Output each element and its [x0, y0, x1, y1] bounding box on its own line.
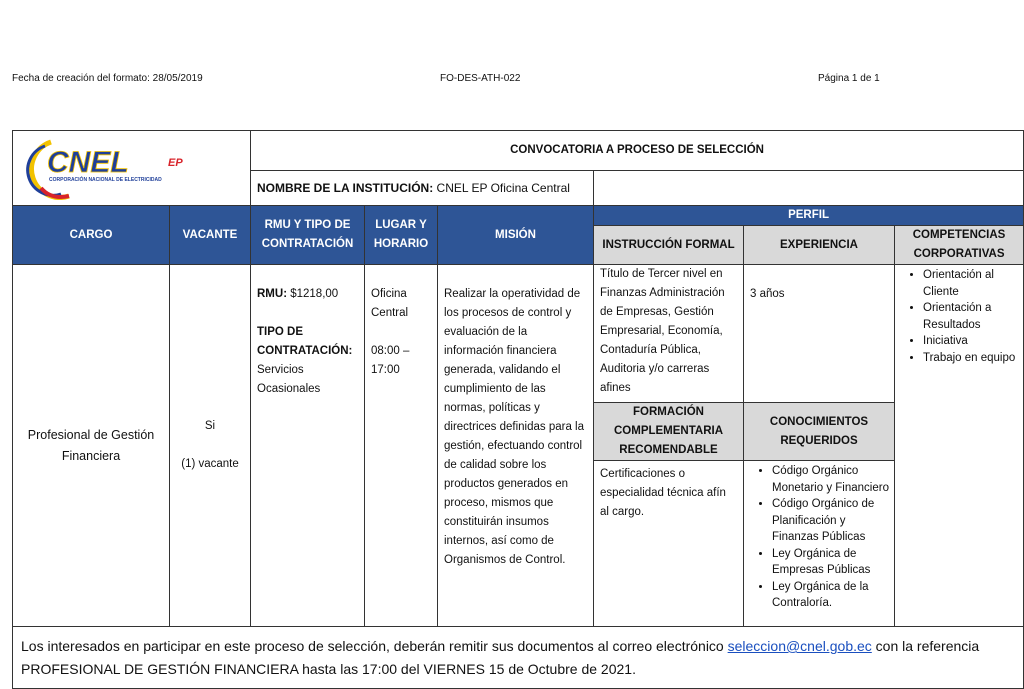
col-mision: MISIÓN — [438, 206, 594, 265]
col-cargo: CARGO — [13, 206, 170, 265]
vacante-cell — [170, 265, 251, 627]
col-experiencia: EXPERIENCIA — [744, 226, 895, 265]
logo-suffix: EP — [168, 157, 183, 169]
instruccion-value: Título de Tercer nivel en Finanzas Administración de Empresas, Gestión Empresarial, Economía, Contaduría Pública, Auditoria y/o carreras afines — [594, 265, 744, 403]
col-lugar: LUGAR Y HORARIO — [365, 206, 438, 265]
conocimientos-cell — [744, 461, 895, 627]
cnel-logo — [21, 136, 211, 200]
page-number: Página 1 de 1 — [818, 73, 880, 84]
col-competencias: COMPETENCIAS CORPORATIVAS — [895, 226, 1024, 265]
list-item: • Ley Orgánica de Empresas Públicas — [772, 546, 894, 579]
lugar-cell — [365, 265, 438, 627]
mision-value: Realizar la operatividad de los procesos de control y evaluación de la información financiera generada, validando el cumplimiento de las normas, políticas y directrices definidas para la gestión, efectuando control de calidad sobre los productos generados en proceso, mismos que constituirán insumos internos, así como de Organismos de Control. — [438, 265, 594, 627]
conocimientos-list — [744, 463, 894, 612]
logo-text: CNEL — [47, 146, 129, 179]
col-rmu: RMU Y TIPO DE CONTRATACIÓN — [251, 206, 365, 265]
cargo-value: Profesional de Gestión Financiera — [13, 265, 170, 627]
page-title: CONVOCATORIA A PROCESO DE SELECCIÓN — [251, 131, 1024, 171]
logo-subtitle: CORPORACIÓN NACIONAL DE ELECTRICIDAD — [49, 177, 162, 183]
horario-value: 08:00 – 17:00 — [371, 345, 410, 376]
list-item: • Ley Orgánica de la Contraloría. — [772, 579, 894, 612]
vacante-count: (1) vacante — [181, 458, 239, 470]
tipo-value: Servicios Ocasionales — [257, 364, 321, 395]
format-date: Fecha de creación del formato: 28/05/2019 — [12, 73, 203, 84]
footer-note — [13, 627, 1024, 689]
formacion-value: Certificaciones o especialidad técnica afín al cargo. — [594, 461, 744, 627]
institution-cell — [251, 171, 594, 206]
col-vacante: VACANTE — [170, 206, 251, 265]
logo-cell — [13, 131, 251, 206]
col-formacion: FORMACIÓN COMPLEMENTARIA RECOMENDABLE — [594, 403, 744, 461]
selection-table — [12, 130, 1024, 689]
rmu-value: $1218,00 — [287, 288, 339, 300]
list-item: • Código Orgánico de Planificación y Finanzas Públicas — [772, 496, 894, 546]
competencias-list — [895, 267, 1023, 366]
vacante-si: Si — [204, 420, 216, 432]
empty-cell — [594, 171, 1024, 206]
rmu-label: RMU: — [257, 288, 288, 300]
lugar-value: Oficina Central — [371, 288, 409, 319]
institution-label: NOMBRE DE LA INSTITUCIÓN: — [257, 180, 434, 195]
email-link[interactable]: seleccion@cnel.gob.ec — [727, 638, 872, 654]
list-item: • Orientación al Cliente — [923, 267, 1023, 300]
experiencia-value: 3 años — [744, 265, 895, 403]
footer-text-2: con la referencia PROFESIONAL DE GESTIÓN FINANCIERA hasta las 17:00 del VIERNES 15 de Octubre de 2021. — [21, 638, 980, 677]
tipo-label: TIPO DE CONTRATACIÓN: — [257, 326, 353, 357]
institution-value: CNEL EP Oficina Central — [433, 180, 570, 195]
rmu-cell — [251, 265, 365, 627]
list-item: • Trabajo en equipo — [923, 350, 1023, 367]
col-instruccion: INSTRUCCIÓN FORMAL — [594, 226, 744, 265]
list-item: • Código Orgánico Monetario y Financiero — [772, 463, 894, 496]
list-item: • Orientación a Resultados — [923, 300, 1023, 333]
col-perfil: PERFIL — [594, 206, 1024, 226]
col-conocimientos: CONOCIMIENTOS REQUERIDOS — [744, 403, 895, 461]
list-item: • Iniciativa — [923, 333, 1023, 350]
format-code: FO-DES-ATH-022 — [440, 73, 521, 84]
footer-text-1: Los interesados en participar en este proceso de selección, deberán remitir sus documentos al correo electrónico — [21, 638, 728, 654]
competencias-cell — [895, 265, 1024, 627]
